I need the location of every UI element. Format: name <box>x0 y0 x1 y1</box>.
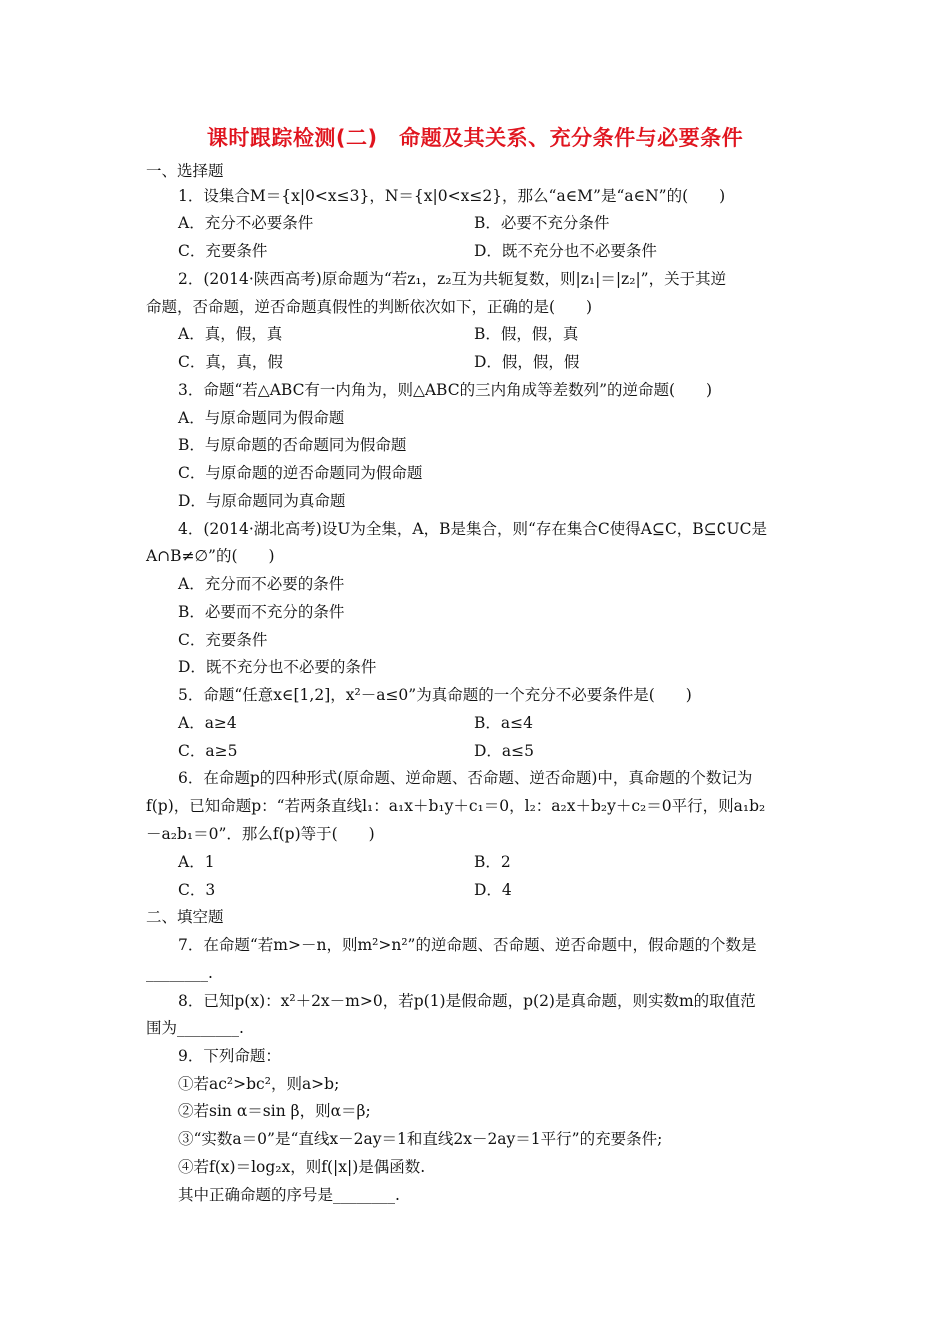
question-2-option-a: A．真，假，真 <box>178 325 283 343</box>
page-title: 课时跟踪检测(二) 命题及其关系、充分条件与必要条件 <box>206 126 744 150</box>
question-1-option-d: D．既不充分也不必要条件 <box>474 242 657 260</box>
question-9-item-3: ③“实数a＝0”是“直线x－2ay＝1和直线2x－2ay＝1平行”的充要条件; <box>178 1130 663 1148</box>
question-1-option-c: C．充要条件 <box>178 242 268 260</box>
section-heading-fill: 二、填空题 <box>146 908 224 926</box>
question-1-stem: 1．设集合M＝{x|0<x≤3}，N＝{x|0<x≤2}，那么“a∈M”是“a∈N”的( ) <box>178 187 726 205</box>
question-4-option-a: A．充分而不必要的条件 <box>178 575 345 593</box>
question-7-stem-line-2: ________. <box>146 964 213 982</box>
question-6-option-d: D．4 <box>474 881 512 899</box>
question-2-option-b: B．假，假，真 <box>474 325 579 343</box>
question-5-option-c: C．a≥5 <box>178 742 238 760</box>
question-1-option-b: B．必要不充分条件 <box>474 214 610 232</box>
question-6-stem-line-2: f(p)，已知命题p：“若两条直线l₁：a₁x＋b₁y＋c₁＝0，l₂：a₂x＋b₂y＋c₂＝0平行，则a₁b₂ <box>146 797 766 815</box>
question-5-option-a: A．a≥4 <box>178 714 237 732</box>
question-2-option-d: D．假，假，假 <box>474 353 580 371</box>
question-1-option-a: A．充分不必要条件 <box>178 214 314 232</box>
question-3-option-d: D．与原命题同为真命题 <box>178 492 346 510</box>
question-4-stem-line-1: 4．(2014·湖北高考)设U为全集，A，B是集合，则“存在集合C使得A⊆C，B⊆∁UC是 <box>178 520 767 538</box>
question-9-item-1: ①若ac²>bc²，则a>b; <box>178 1075 340 1093</box>
question-8-stem-line-2: 围为________. <box>146 1019 244 1037</box>
question-6-stem-line-1: 6．在命题p的四种形式(原命题、逆命题、否命题、逆否命题)中，真命题的个数记为 <box>178 769 753 787</box>
section-heading-choice: 一、选择题 <box>146 162 224 180</box>
question-8-stem-line-1: 8．已知p(x)：x²＋2x－m>0，若p(1)是假命题，p(2)是真命题，则实数m的取值范 <box>178 992 756 1010</box>
question-5-stem: 5．命题“任意x∈[1,2]，x²－a≤0”为真命题的一个充分不必要条件是( ) <box>178 686 692 704</box>
question-6-option-a: A．1 <box>178 853 215 871</box>
question-2-stem-line-2: 命题，否命题，逆否命题真假性的判断依次如下，正确的是( ) <box>146 298 593 316</box>
question-9-item-2: ②若sin α＝sin β，则α＝β; <box>178 1102 371 1120</box>
question-5-option-b: B．a≤4 <box>474 714 533 732</box>
question-9-ask: 其中正确命题的序号是________. <box>178 1186 400 1204</box>
question-3-option-c: C．与原命题的逆否命题同为假命题 <box>178 464 423 482</box>
question-3-option-b: B．与原命题的否命题同为假命题 <box>178 436 407 454</box>
question-2-option-c: C．真，真，假 <box>178 353 283 371</box>
question-5-option-d: D．a≤5 <box>474 742 535 760</box>
question-6-stem-line-3: －a₂b₁＝0”．那么f(p)等于( ) <box>146 825 375 843</box>
question-4-option-b: B．必要而不充分的条件 <box>178 603 345 621</box>
question-9-stem: 9．下列命题： <box>178 1047 281 1065</box>
question-3-stem: 3．命题“若△ABC有一内角为，则△ABC的三内角成等差数列”的逆命题( ) <box>178 381 713 399</box>
question-9-item-4: ④若f(x)＝log₂x，则f(|x|)是偶函数. <box>178 1158 426 1176</box>
question-4-stem-line-2: A∩B≠∅”的( ) <box>146 547 275 565</box>
question-4-option-d: D．既不充分也不必要的条件 <box>178 658 377 676</box>
question-2-stem-line-1: 2．(2014·陕西高考)原命题为“若z₁，z₂互为共轭复数，则|z₁|＝|z₂|”，关于其逆 <box>178 270 727 288</box>
question-6-option-b: B．2 <box>474 853 511 871</box>
question-4-option-c: C．充要条件 <box>178 631 268 649</box>
question-3-option-a: A．与原命题同为假命题 <box>178 409 345 427</box>
question-6-option-c: C．3 <box>178 881 216 899</box>
question-7-stem-line-1: 7．在命题“若m>－n，则m²>n²”的逆命题、否命题、逆否命题中，假命题的个数是 <box>178 936 757 954</box>
